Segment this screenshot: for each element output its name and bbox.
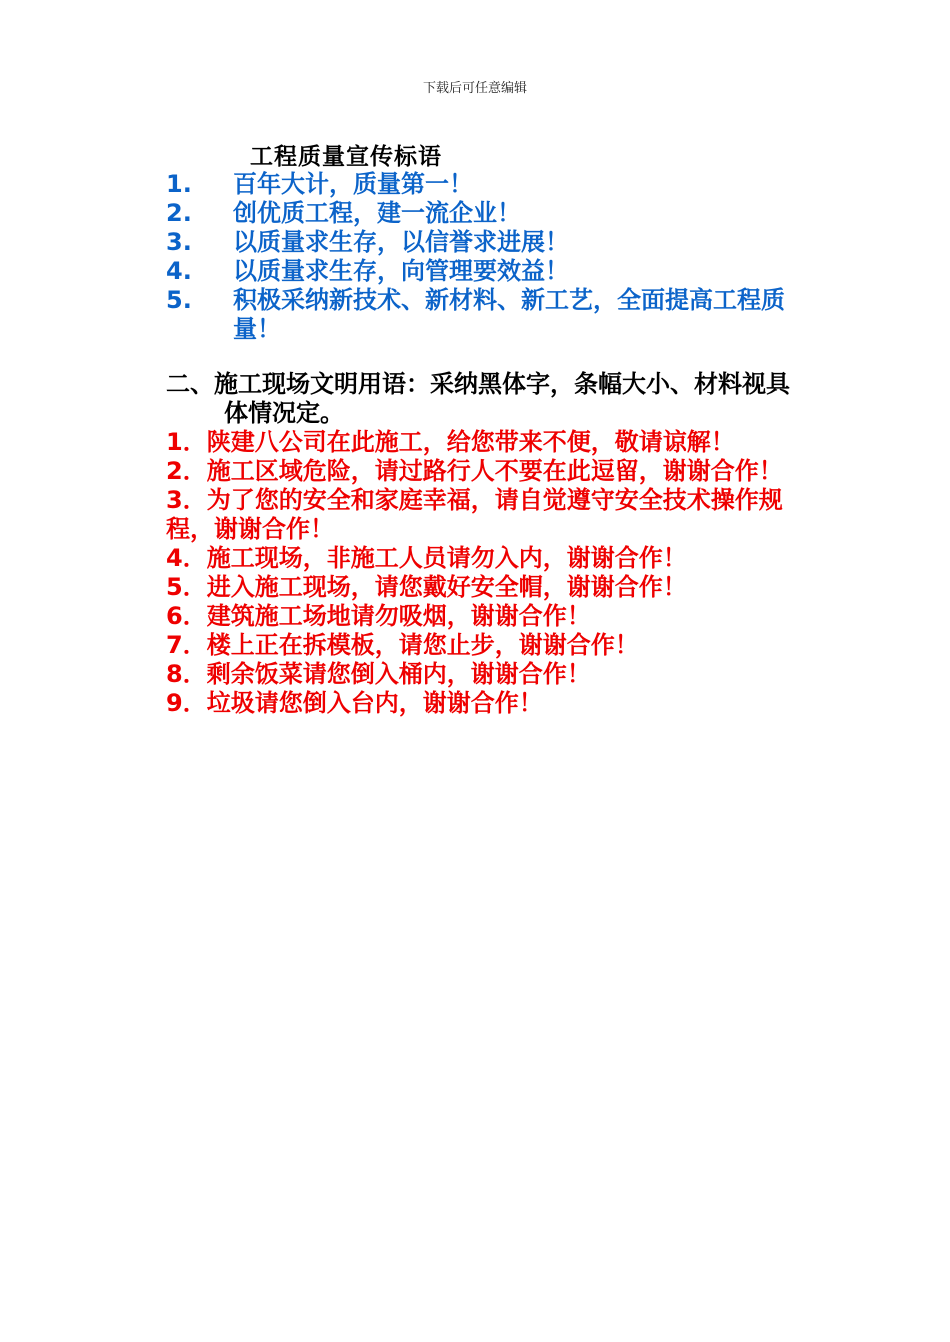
civil-phrase: 9．垃圾请您倒入台内，谢谢合作！ [166,689,543,717]
civil-phrase: 3．为了您的安全和家庭幸福，请自觉遵守安全技术操作规程，谢谢合作！ [166,486,783,543]
slogan-number: 3. [166,228,192,256]
civil-phrase: 8．剩余饭菜请您倒入桶内，谢谢合作！ [166,660,591,688]
civil-phrase: 7．楼上正在拆模板，请您止步，谢谢合作！ [166,631,639,659]
slogan-number: 4. [166,257,192,285]
civil-phrase-list [166,428,790,718]
civil-phrase: 1．陕建八公司在此施工，给您带来不便，敬请谅解！ [166,428,735,456]
slogan-text: 百年大计，质量第一！ [233,170,473,198]
slogan-number: 2. [166,199,192,227]
header-note: 下载后可任意编辑 [422,81,527,96]
slogan-item [166,257,796,286]
slogan-text: 以质量求生存，以信誉求进展！ [233,228,569,256]
slogan-text: 积极采纳新技术、新材料、新工艺，全面提高工程质量！ [233,286,785,343]
civil-phrase: 5．进入施工现场，请您戴好安全帽，谢谢合作！ [166,573,687,601]
slogan-text: 创优质工程，建一流企业！ [233,199,521,227]
slogan-item [166,199,796,228]
slogan-number: 1. [166,170,192,198]
civil-phrase: 2．施工区域危险，请过路行人不要在此逗留，谢谢合作！ [166,457,783,485]
slogan-item [166,228,796,257]
quality-slogan-list [166,170,796,344]
civil-phrase: 6．建筑施工场地请勿吸烟，谢谢合作！ [166,602,591,630]
section-heading: 二、施工现场文明用语：采纳黑体字，条幅大小、材料视具体情况定。 [166,369,790,427]
civil-phrase: 4．施工现场，非施工人员请勿入内，谢谢合作！ [166,544,687,572]
slogan-text: 以质量求生存，向管理要效益！ [233,257,569,285]
slogan-number: 5. [166,286,192,314]
document-title: 工程质量宣传标语 [250,143,442,170]
slogan-item [166,286,796,344]
slogan-item [166,170,796,199]
